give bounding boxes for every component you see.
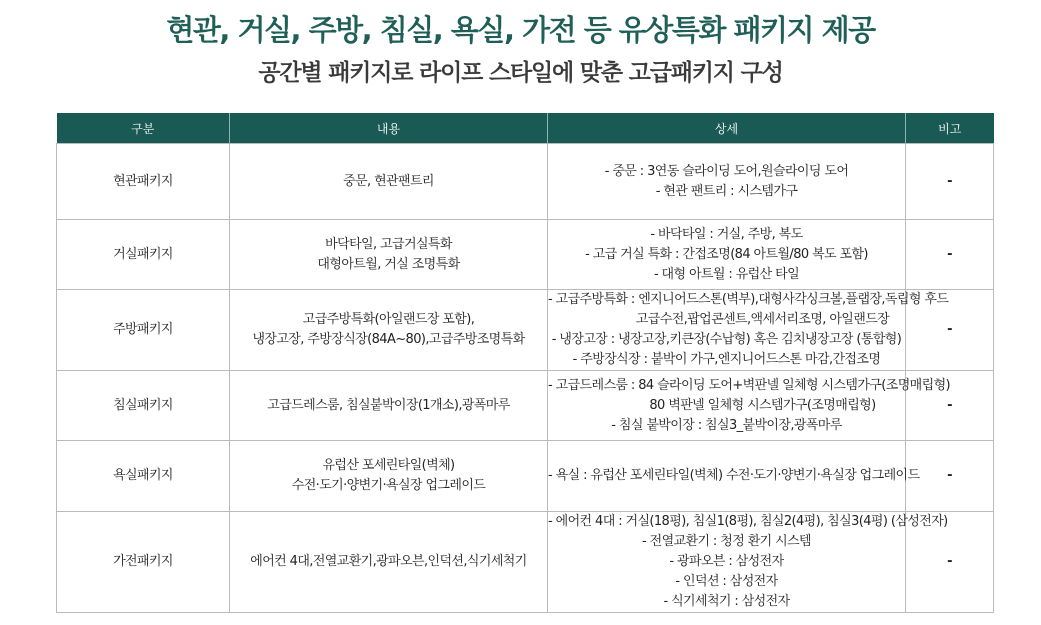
- row-category: 침실패키지: [57, 371, 230, 441]
- detail-line: - 식기세척기 : 삼성전자: [663, 594, 790, 609]
- row-note: -: [906, 512, 994, 613]
- row-content: [230, 220, 548, 290]
- content-line: 고급드레스룸, 침실붙박이장(1개소),광폭마루: [267, 397, 510, 413]
- row-note: -: [906, 441, 994, 512]
- row-category: 거실패키지: [57, 220, 230, 290]
- detail-line: 고급수전,팝업콘센트,액세서리조명, 아일랜드장: [635, 312, 890, 327]
- row-note: -: [906, 290, 994, 371]
- row-details: [548, 220, 906, 290]
- detail-line: - 욕실 : 유럽산 포세린타일(벽체) 수전·도기·양변기·욕실장 업그레이드: [548, 468, 920, 483]
- content-line: 유럽산 포세린타일(벽체): [322, 458, 455, 473]
- row-category: 현관패키지: [57, 144, 230, 220]
- table-row: [57, 220, 994, 290]
- detail-line: - 주방장식장 : 붙박이 가구,엔지니어드스톤 마감,간접조명: [572, 352, 881, 367]
- content-line: 에어컨 4대,전열교환기,광파오븐,인덕션,식기세척기: [250, 554, 527, 569]
- column-header-details: 상세: [548, 113, 906, 144]
- detail-line: - 침실 붙박이장 : 침실3_붙박이장,광폭마루: [611, 417, 842, 433]
- row-category: 욕실패키지: [57, 441, 230, 512]
- table-row: [57, 144, 994, 220]
- row-category: 주방패키지: [57, 290, 230, 371]
- column-header-category: 구분: [57, 113, 230, 144]
- row-details: [548, 144, 906, 220]
- content-line: 고급주방특화(아일랜드장 포함),: [302, 312, 475, 327]
- detail-line: - 광파오븐 : 삼성전자: [669, 554, 784, 569]
- package-table: [56, 113, 994, 613]
- column-header-content: 내용: [230, 113, 548, 144]
- table-header-row: [57, 113, 994, 144]
- detail-line: - 고급드레스룸 : 84 슬라이딩 도어+벽판넬 일체형 시스템가구(조명매립형): [548, 377, 950, 393]
- detail-line: - 현관 팬트리 : 시스템가구: [655, 183, 798, 199]
- row-content: [230, 290, 548, 371]
- row-details: [548, 512, 948, 613]
- row-content: [230, 441, 548, 512]
- content-line: 바닥타일, 고급거실특화: [325, 236, 452, 252]
- row-details: [548, 441, 920, 512]
- content-line: 중문, 현관팬트리: [343, 173, 434, 189]
- content-line: 대형아트월, 거실 조명특화: [317, 256, 460, 272]
- detail-line: - 대형 아트월 : 유럽산 타일: [653, 266, 800, 282]
- row-note: -: [906, 220, 994, 290]
- detail-line: - 에어컨 4대 : 거실(18평), 침실1(8평), 침실2(4평), 침실3(4평) (삼성전자): [548, 514, 948, 529]
- table-row: [57, 290, 994, 371]
- detail-line: - 중문 : 3연동 슬라이딩 도어,원슬라이딩 도어: [604, 163, 849, 179]
- row-note: -: [906, 371, 994, 441]
- detail-line: - 전열교환기 : 청정 환기 시스템: [641, 534, 812, 549]
- detail-line: - 고급 거실 특화 : 간접조명(84 아트월/80 복도 포함): [585, 246, 868, 262]
- row-content: [230, 512, 548, 613]
- detail-line: - 인덕션 : 삼성전자: [675, 574, 778, 589]
- page-title: 현관, 거실, 주방, 침실, 욕실, 가전 등 유상특화 패키지 제공: [166, 13, 875, 47]
- table-row: [57, 512, 994, 613]
- column-header-note: 비고: [906, 113, 994, 144]
- row-details: [548, 290, 949, 371]
- row-content: [230, 144, 548, 220]
- row-note: -: [906, 144, 994, 220]
- detail-line: - 냉장고장 : 냉장고장,키큰장(수납형) 혹은 김치냉장고장 (통합형): [551, 332, 902, 347]
- page-subtitle: 공간별 패키지로 라이프 스타일에 맞춘 고급패키지 구성: [258, 60, 783, 86]
- table-row: [57, 371, 994, 441]
- table-row: [57, 441, 994, 512]
- detail-line: - 바닥타일 : 거실, 주방, 복도: [650, 226, 803, 242]
- row-content: [230, 371, 548, 441]
- content-line: 냉장고장, 주방장식장(84A~80),고급주방조명특화: [252, 332, 525, 347]
- content-line: 수전·도기·양변기·욕실장 업그레이드: [291, 478, 486, 493]
- detail-line: 80 벽판넬 일체형 시스템가구(조명매립형): [649, 397, 876, 413]
- row-category: 가전패키지: [57, 512, 230, 613]
- row-details: [548, 371, 950, 441]
- detail-line: - 고급주방특화 : 엔지니어드스톤(벽부),대형사각싱크볼,플랩장,독립형 후드: [548, 292, 949, 307]
